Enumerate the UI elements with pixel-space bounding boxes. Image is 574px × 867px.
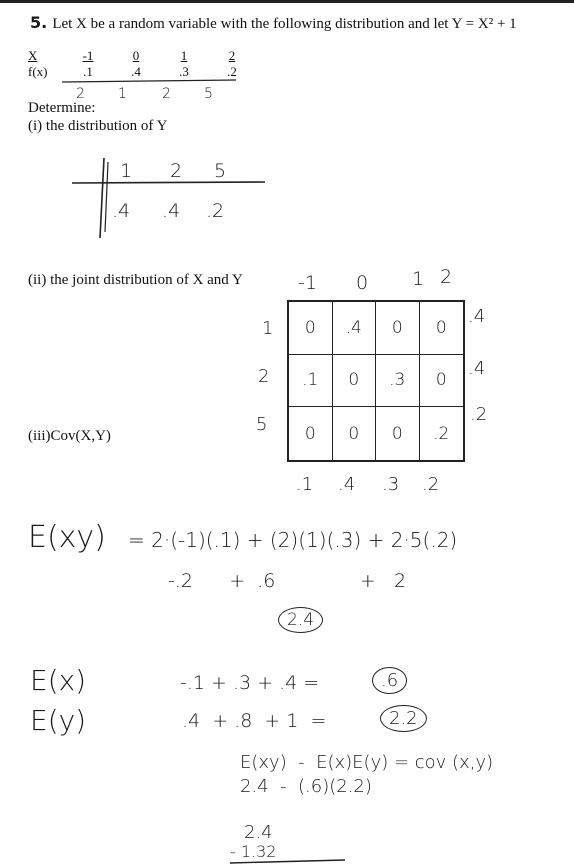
joint-row-header: 5 [256, 414, 268, 435]
joint-row-total: .4 [468, 306, 486, 327]
exy-label: E(xy) [28, 520, 106, 555]
y-value: 2 [170, 160, 183, 182]
joint-cell: 0 [289, 302, 333, 355]
part-iii-prompt: (iii)Cov(X,Y) [28, 428, 111, 444]
exy-terms: -.2 + .6 + 2 [168, 570, 407, 592]
y-prob: .2 [206, 200, 225, 222]
x-label: X [28, 48, 38, 63]
joint-col-total: .2 [422, 474, 440, 495]
x-value: 1 [180, 48, 188, 63]
joint-col-header: 2 [440, 266, 453, 288]
y-annotation: 2 [76, 86, 85, 102]
joint-col-total: .3 [382, 474, 400, 495]
subtraction-bottom: - 1.32 [230, 842, 277, 861]
cov-formula: E(xy) - E(x)E(y) = cov (x,y) [240, 752, 494, 773]
y-prob: .4 [162, 200, 181, 222]
joint-cell: 0 [420, 302, 464, 355]
joint-cell: .3 [376, 355, 420, 408]
joint-cell: 0 [333, 407, 377, 460]
problem-number: 5. [30, 13, 48, 32]
cov-substitution: 2.4 - (.6)(2.2) [240, 776, 372, 797]
exy-result: 2.4 [278, 610, 323, 630]
y-prob: .4 [112, 200, 131, 222]
ey-label: E(y) [30, 704, 87, 737]
ey-expression: .4 + .8 + 1 = [182, 710, 327, 732]
joint-cell: 0 [376, 407, 420, 460]
ex-expression: -.1 + .3 + .4 = [180, 672, 320, 694]
y-value: 1 [120, 160, 133, 182]
joint-cell: .2 [433, 423, 450, 444]
joint-col-header: -1 [298, 272, 317, 294]
joint-col-total: .4 [338, 474, 356, 495]
exy-expression: = 2·(-1)(.1) + (2)(1)(.3) + 2·5(.2) [128, 528, 458, 552]
joint-cell: 0 [376, 302, 420, 355]
joint-row-total: .2 [470, 404, 488, 425]
joint-col-total: .1 [296, 474, 314, 495]
joint-cell: .1 [289, 355, 333, 408]
joint-distribution-grid [287, 300, 465, 462]
fx-label: f(x) [28, 64, 48, 79]
joint-row-total: .4 [468, 358, 486, 379]
joint-col-header: 1 [412, 268, 425, 290]
subtraction-top: 2.4 [244, 822, 273, 843]
ex-result: .6 [372, 670, 407, 691]
y-annotation: 1 [118, 86, 127, 102]
joint-cell: 0 [333, 355, 377, 408]
joint-row-header: 2 [258, 366, 270, 387]
ex-label: E(x) [30, 664, 87, 697]
x-value: -1 [82, 48, 94, 63]
joint-col-header: 0 [356, 272, 369, 294]
x-value: 0 [132, 48, 140, 63]
part-i-prompt: (i) the distribution of Y [28, 118, 168, 134]
y-annotation: 2 [162, 86, 171, 102]
fx-value: .3 [179, 64, 189, 79]
joint-cell: 0 [289, 407, 333, 460]
fx-value: .2 [227, 64, 237, 79]
y-annotation: 5 [204, 86, 213, 102]
problem-statement: Let X be a random variable with the following distribution and let Y = X² + 1 [52, 16, 517, 32]
fx-value: .1 [83, 64, 93, 79]
joint-cell: 0 [420, 355, 464, 408]
part-ii-prompt: (ii) the joint distribution of X and Y [28, 272, 243, 288]
x-value: 2 [228, 48, 236, 63]
determine-label: Determine: [28, 100, 96, 116]
joint-row-header: 1 [262, 318, 274, 339]
ey-result: 2.2 [380, 708, 427, 729]
fx-value: .4 [131, 64, 141, 79]
y-value: 5 [214, 160, 227, 182]
joint-cell: .4 [333, 302, 377, 355]
